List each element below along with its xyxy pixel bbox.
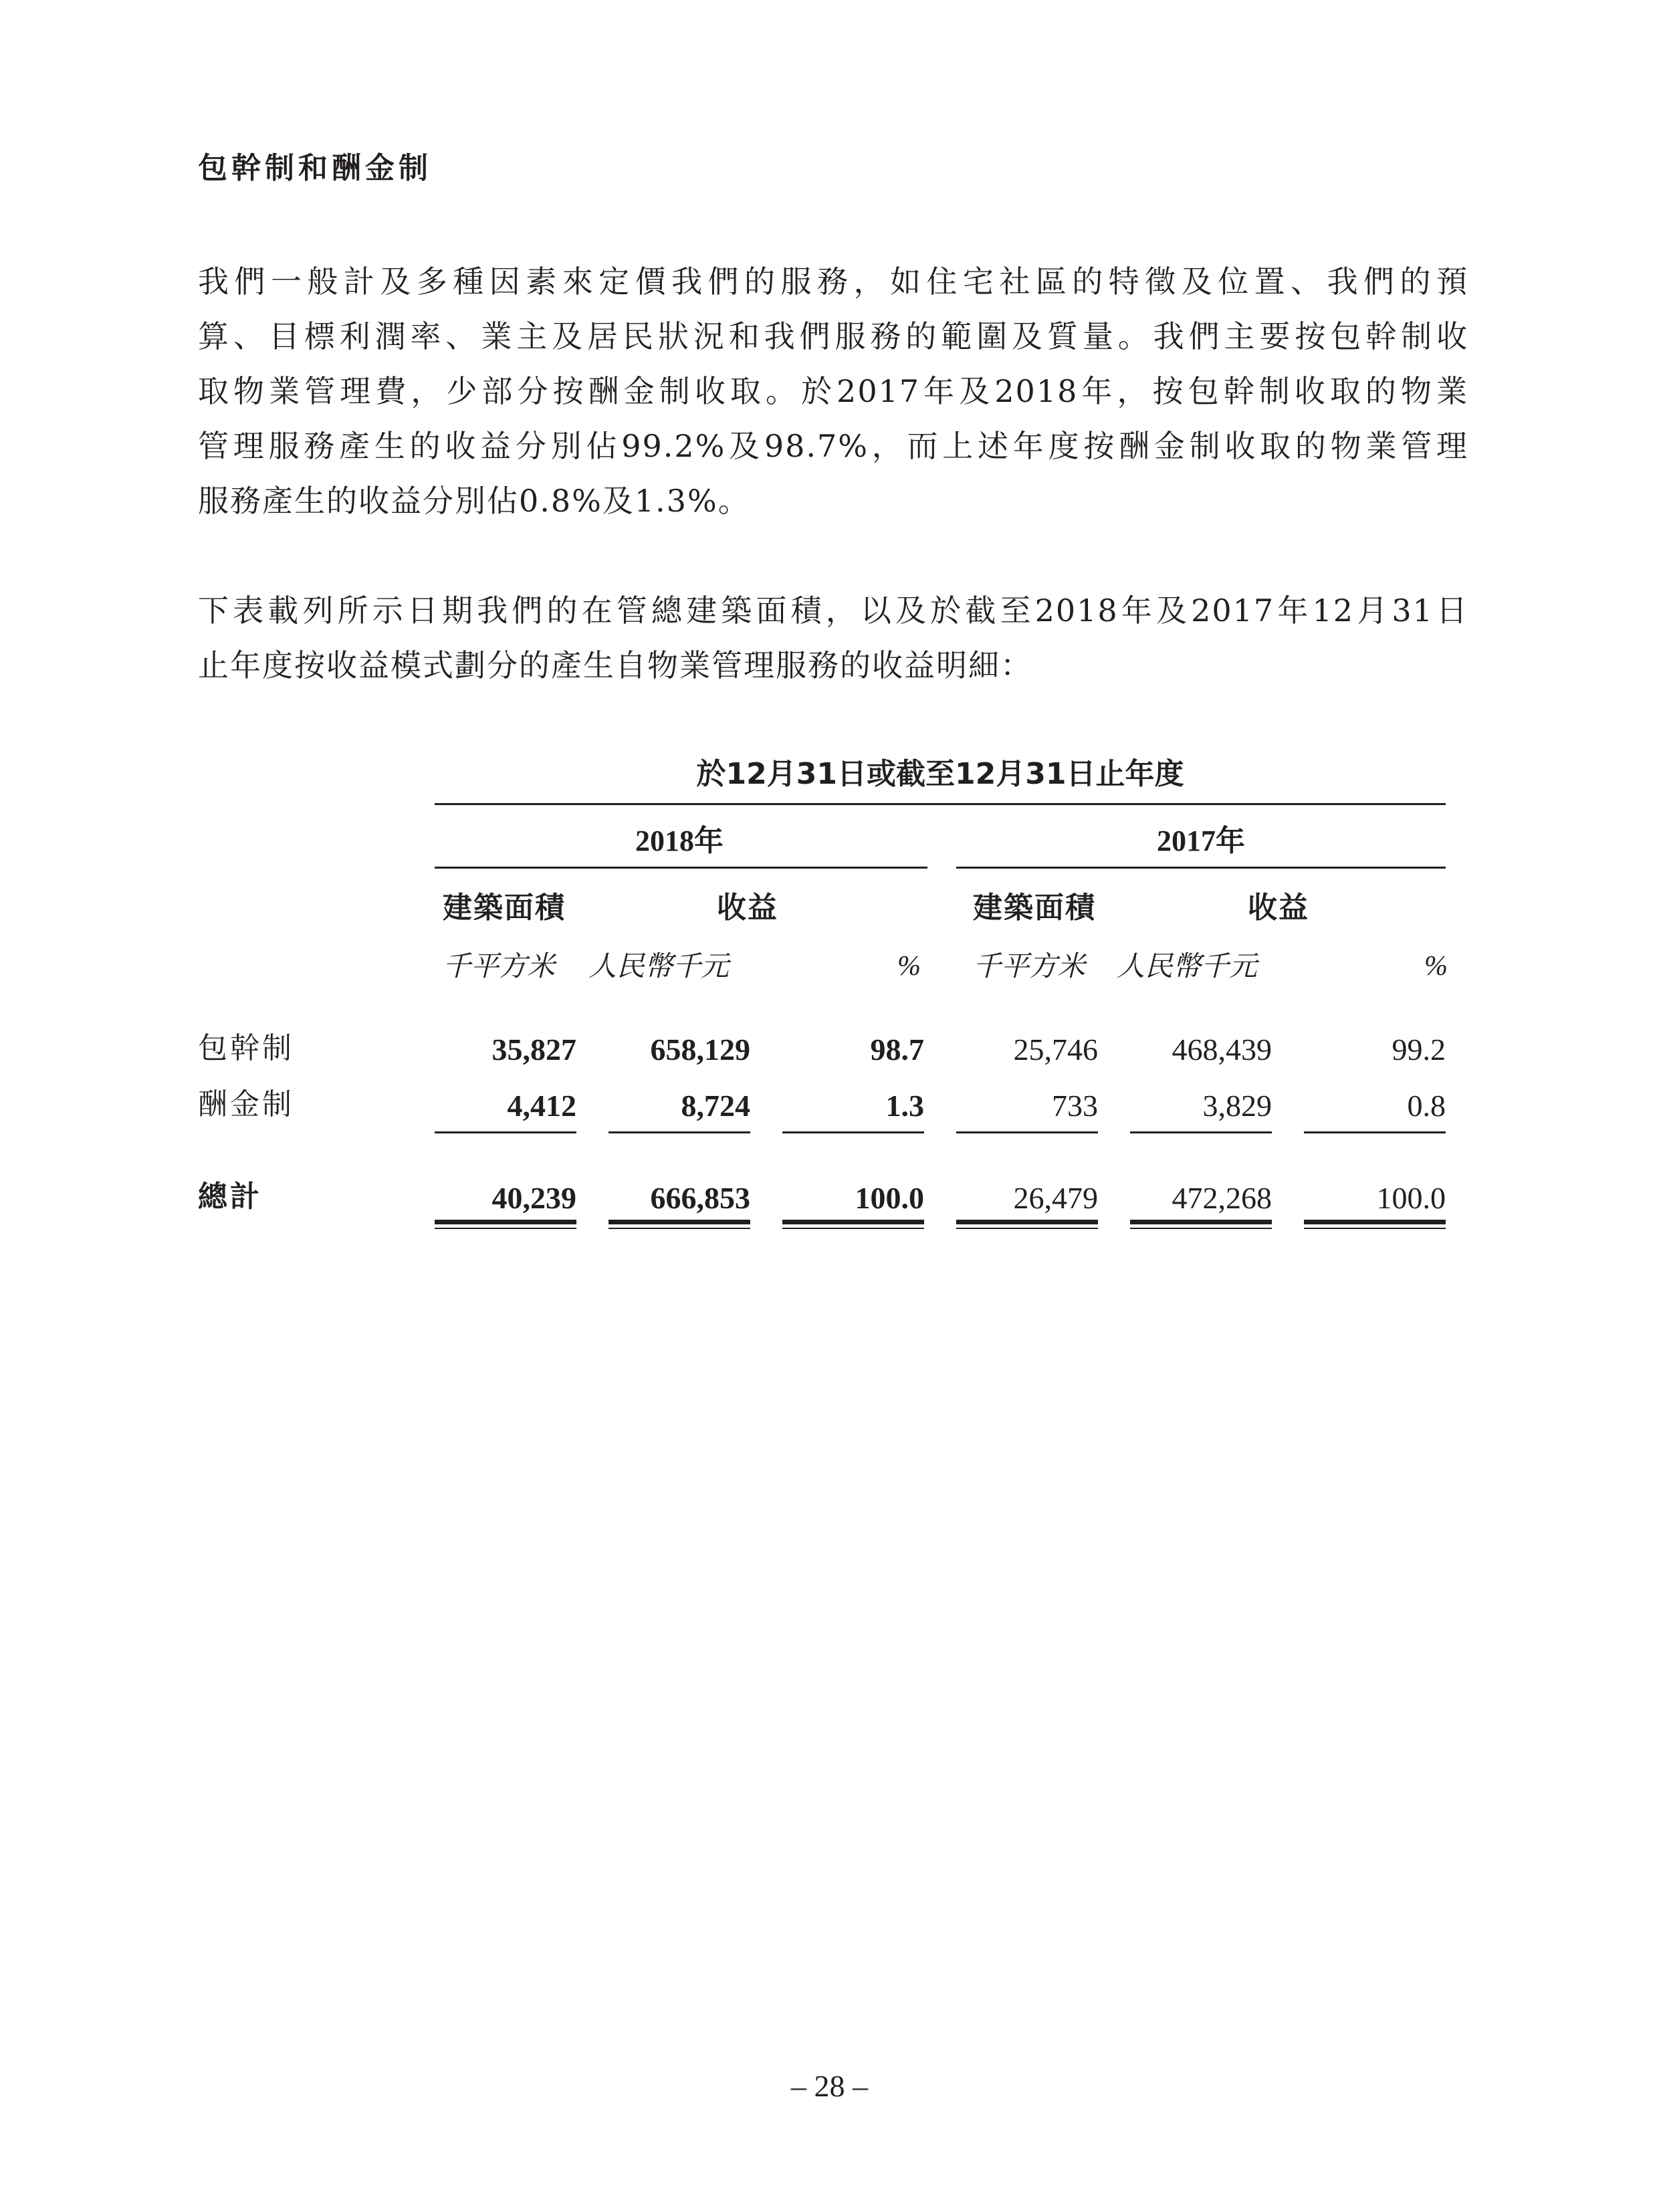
- year-rule-2017: [956, 867, 1446, 869]
- paragraph-line: 取物業管理費，少部分按酬金制收取。於2017年及2018年，按包幹制收取的物業: [198, 373, 1468, 409]
- row-label: 包幹制: [198, 1031, 294, 1065]
- cell-pct-2017: 99.2: [1392, 1032, 1446, 1067]
- cell-revenue-2017: 468,439: [1172, 1032, 1272, 1067]
- total-pct-2018: 100.0: [855, 1181, 924, 1215]
- cell-area-2018: 4,412: [507, 1089, 576, 1123]
- total-rule-thin: [609, 1228, 750, 1229]
- total-area-2017: 26,479: [1013, 1181, 1098, 1215]
- subtotal-rule: [435, 1131, 576, 1133]
- unit-area-2017: 千平方米: [973, 950, 1086, 982]
- paragraph-pricing: [198, 254, 1468, 528]
- cell-revenue-2018: 658,129: [650, 1032, 750, 1067]
- unit-pct-2018: %: [897, 951, 921, 982]
- total-rule-thick: [782, 1220, 924, 1224]
- total-rule-thick: [1304, 1220, 1446, 1224]
- cell-pct-2018: 98.7: [870, 1032, 924, 1067]
- total-rule-thick: [435, 1220, 576, 1224]
- paragraph-line: 止年度按收益模式劃分的產生自物業管理服務的收益明細：: [198, 647, 1032, 683]
- cell-area-2018: 35,827: [491, 1032, 576, 1067]
- col-header-area-2018: 建築面積: [443, 891, 566, 925]
- col-header-area-2017: 建築面積: [973, 891, 1096, 925]
- total-rule-thick: [956, 1220, 1098, 1224]
- total-area-2018: 40,239: [491, 1181, 576, 1215]
- table-caption: 於12月31日或截至12月31日止年度: [696, 757, 1184, 791]
- total-label: 總計: [198, 1180, 262, 1214]
- total-revenue-2018: 666,853: [650, 1181, 750, 1215]
- paragraph-line: 算、目標利潤率、業主及居民狀況和我們服務的範圍及質量。我們主要按包幹制收: [198, 318, 1468, 354]
- cell-area-2017: 733: [1052, 1089, 1098, 1123]
- paragraph-table-intro: [198, 583, 1468, 693]
- paragraph-line: 管理服務產生的收益分別佔99.2%及98.7%，而上述年度按酬金制收取的物業管理: [198, 428, 1468, 464]
- total-rule-thin: [1130, 1228, 1272, 1229]
- subtotal-rule: [782, 1131, 924, 1133]
- cell-area-2017: 25,746: [1013, 1032, 1098, 1067]
- unit-revenue-2018: 人民幣千元: [588, 950, 730, 982]
- cell-pct-2018: 1.3: [885, 1089, 924, 1123]
- subtotal-rule: [1304, 1131, 1446, 1133]
- col-header-revenue-2017: 收益: [1248, 891, 1309, 925]
- total-rule-thin: [1304, 1228, 1446, 1229]
- caption-rule: [435, 803, 1446, 805]
- year-header-2017: 2017年: [1157, 824, 1245, 857]
- cell-pct-2017: 0.8: [1407, 1089, 1446, 1123]
- total-rule-thin: [435, 1228, 576, 1229]
- subtotal-rule: [956, 1131, 1098, 1133]
- paragraph-line: 我們一般計及多種因素來定價我們的服務，如住宅社區的特徵及位置、我們的預: [198, 263, 1468, 300]
- year-header-2018: 2018年: [635, 824, 724, 857]
- row-label: 酬金制: [198, 1087, 294, 1121]
- total-rule-thick: [1130, 1220, 1272, 1224]
- subtotal-rule: [609, 1131, 750, 1133]
- total-pct-2017: 100.0: [1376, 1181, 1446, 1215]
- unit-revenue-2017: 人民幣千元: [1117, 950, 1258, 982]
- subtotal-rule: [1130, 1131, 1272, 1133]
- section-heading: 包幹制和酬金制: [198, 151, 432, 185]
- cell-revenue-2018: 8,724: [681, 1089, 750, 1123]
- total-rule-thin: [782, 1228, 924, 1229]
- cell-revenue-2017: 3,829: [1202, 1089, 1272, 1123]
- page-number: – 28 –: [791, 2069, 868, 2103]
- unit-area-2018: 千平方米: [443, 950, 556, 982]
- year-rule-2018: [435, 867, 927, 869]
- paragraph-line: 下表載列所示日期我們的在管總建築面積，以及於截至2018年及2017年12月31日: [198, 592, 1468, 629]
- total-revenue-2017: 472,268: [1172, 1181, 1272, 1215]
- paragraph-line: 服務產生的收益分別佔0.8%及1.3%。: [198, 483, 750, 519]
- total-rule-thick: [609, 1220, 750, 1224]
- col-header-revenue-2018: 收益: [717, 891, 778, 925]
- total-rule-thin: [956, 1228, 1098, 1229]
- unit-pct-2017: %: [1424, 951, 1448, 982]
